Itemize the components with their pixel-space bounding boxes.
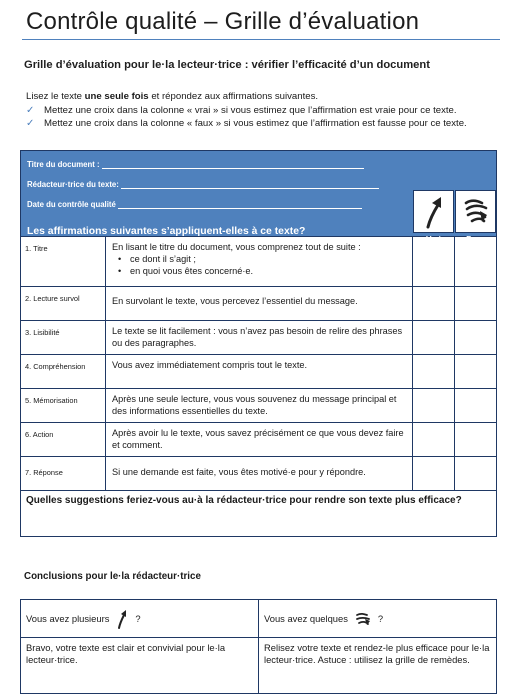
conclusion-right-header: Vous avez quelques ? xyxy=(259,600,497,638)
true-checkbox-cell[interactable] xyxy=(413,423,455,457)
true-checkbox-cell[interactable] xyxy=(413,457,455,491)
list-item: • en quoi vous êtes concerné·e. xyxy=(112,265,406,277)
true-checkbox-cell[interactable] xyxy=(413,287,455,321)
instruction-item: ✓ Mettez une croix dans la colonne « vrai » si vous estimez que l’affirmation est vraie pour ce texte. xyxy=(26,105,457,116)
criterion-label: 4. Compréhension xyxy=(21,355,106,389)
criterion-text: En survolant le texte, vous percevez l’essentiel du message. xyxy=(106,287,413,321)
table-row xyxy=(21,423,497,457)
table-row xyxy=(21,355,497,389)
intro-text: Lisez le texte une seule fois et répondez aux affirmations suivantes. xyxy=(26,91,319,102)
table-row xyxy=(21,287,497,321)
instruction-list xyxy=(26,105,496,131)
criterion-label: 1. Titre xyxy=(21,237,106,287)
subtitle: Grille d’évaluation pour le·la lecteur·trice : vérifier l’efficacité d’un document xyxy=(24,59,430,71)
criterion-text: Le texte se lit facilement : vous n’avez pas besoin de relire des phrases ou des paragraphes. xyxy=(106,321,413,355)
criterion-text: Après avoir lu le texte, vous savez précisément ce que vous devez faire et comment. xyxy=(106,423,413,457)
evaluation-grid xyxy=(20,150,497,537)
conclusions-table xyxy=(20,599,497,694)
checkmark-icon: ✓ xyxy=(26,105,35,116)
true-checkbox-cell[interactable] xyxy=(413,237,455,287)
table-row xyxy=(21,457,497,491)
conclusion-right-body: Relisez votre texte et rendez-le plus efficace pour le·la lecteur·trice. Astuce : utilisez la grille de remèdes. xyxy=(259,638,497,694)
suggestions-question: Quelles suggestions feriez-vous au·à la rédacteur·trice pour rendre son texte plus efficace? xyxy=(26,495,462,506)
checkmark-icon: ✓ xyxy=(26,118,35,129)
false-icon-box xyxy=(455,190,496,233)
date-field[interactable]: Date du contrôle qualité xyxy=(27,200,362,209)
false-checkbox-cell[interactable] xyxy=(455,457,497,491)
table-row xyxy=(21,389,497,423)
conclusions-heading: Conclusions pour le·la rédacteur·trice xyxy=(24,571,201,582)
true-checkbox-cell[interactable] xyxy=(413,389,455,423)
criterion-text: Vous avez immédiatement compris tout le texte. xyxy=(106,355,413,389)
doc-title-field[interactable]: Titre du document : xyxy=(27,160,364,169)
conclusion-left-body: Bravo, votre texte est clair et convivial pour le·la lecteur·trice. xyxy=(21,638,259,694)
grid-header xyxy=(21,151,497,244)
criterion-text: En lisant le titre du document, vous comprenez tout de suite : • ce dont il s’agit ; • en quoi vous êtes concerné·e. xyxy=(106,237,413,287)
false-checkbox-cell[interactable] xyxy=(455,321,497,355)
list-item: • ce dont il s’agit ; xyxy=(112,253,406,265)
criterion-text: Si une demande est faite, vous êtes motivé·e pour y répondre. xyxy=(106,457,413,491)
true-icon-box xyxy=(413,190,454,233)
criterion-label: 7. Réponse xyxy=(21,457,106,491)
title-divider xyxy=(22,39,500,40)
true-checkbox-cell[interactable] xyxy=(413,355,455,389)
conclusion-left-header: Vous avez plusieurs ? xyxy=(21,600,259,638)
arrow-up-icon xyxy=(414,191,453,232)
criterion-text: Après une seule lecture, vous vous souvenez du message principal et des informations essentielles du texte. xyxy=(106,389,413,423)
true-checkbox-cell[interactable] xyxy=(413,321,455,355)
false-checkbox-cell[interactable] xyxy=(455,423,497,457)
criterion-label: 2. Lecture survol xyxy=(21,287,106,321)
column-false-label: Faux xyxy=(466,235,485,244)
false-checkbox-cell[interactable] xyxy=(455,355,497,389)
affirmations-heading: Les affirmations suivantes s’appliquent-elles à ce texte? xyxy=(27,226,306,237)
scribble-icon xyxy=(456,191,495,232)
criterion-label: 3. Lisibilité xyxy=(21,321,106,355)
author-field[interactable]: Rédacteur·trice du texte: xyxy=(27,180,379,189)
page-title: Contrôle qualité – Grille d’évaluation xyxy=(26,8,420,35)
scribble-icon xyxy=(354,610,372,628)
arrow-up-icon xyxy=(115,608,129,630)
suggestions-field[interactable] xyxy=(21,491,497,537)
criterion-label: 6. Action xyxy=(21,423,106,457)
table-row xyxy=(21,237,497,287)
false-checkbox-cell[interactable] xyxy=(455,389,497,423)
column-true-label: Vrai xyxy=(426,235,441,244)
table-row xyxy=(21,321,497,355)
false-checkbox-cell[interactable] xyxy=(455,287,497,321)
instruction-item: ✓ Mettez une croix dans la colonne « faux » si vous estimez que l’affirmation est fausse pour ce texte. xyxy=(26,118,467,129)
criterion-label: 5. Mémorisation xyxy=(21,389,106,423)
false-checkbox-cell[interactable] xyxy=(455,237,497,287)
